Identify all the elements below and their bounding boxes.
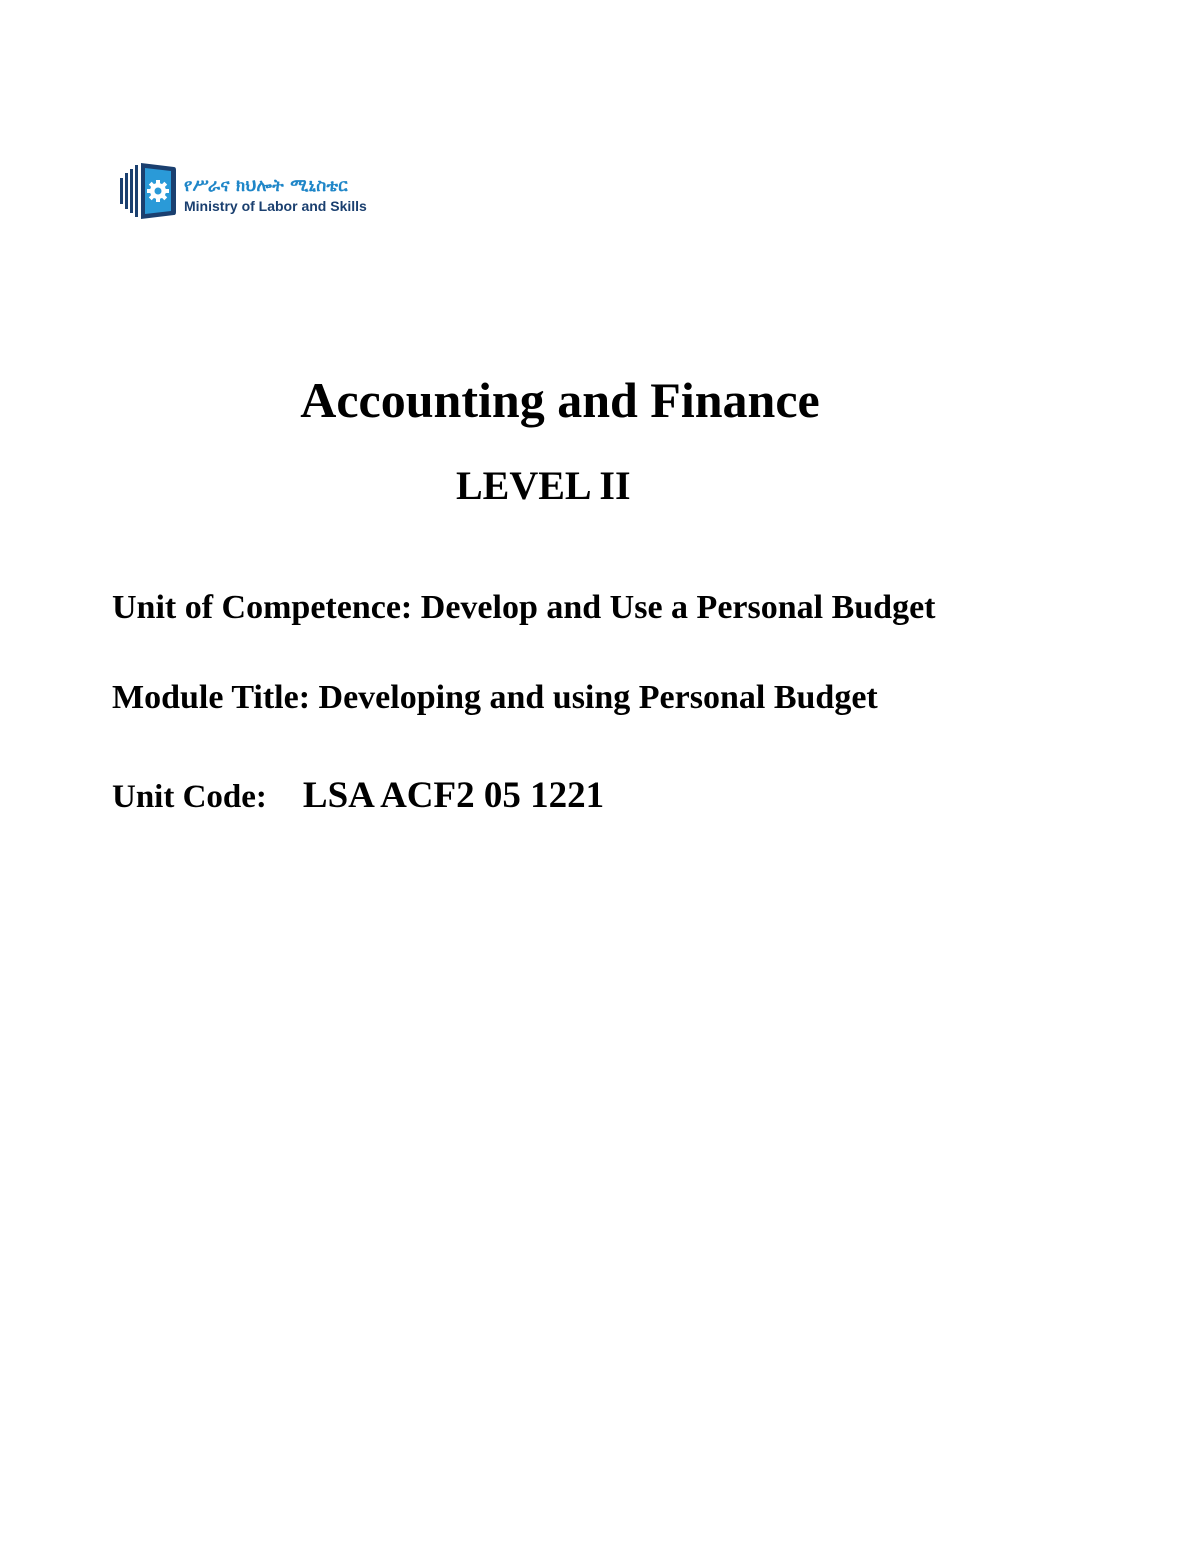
ministry-emblem-icon — [118, 160, 180, 222]
document-title: Accounting and Finance — [300, 372, 820, 428]
module-title — [112, 678, 878, 718]
module-title-value: Developing and using Personal Budget — [318, 679, 878, 716]
unit-code — [112, 776, 604, 817]
unit-of-competence — [112, 588, 936, 628]
document-level: LEVEL II — [456, 463, 631, 508]
unit-code-value: LSA ACF2 05 1221 — [302, 775, 605, 816]
unit-code-label: Unit Code: — [112, 779, 267, 815]
logo-english-name: Ministry of Labor and Skills — [184, 198, 367, 214]
ministry-logo — [118, 158, 378, 226]
logo-amharic-name: የሥራና ክህሎት ሚኒስቴር — [184, 176, 348, 196]
unit-of-competence-label: Unit of Competence: — [112, 589, 413, 626]
unit-of-competence-value: Develop and Use a Personal Budget — [420, 589, 936, 626]
module-title-label: Module Title: — [112, 679, 311, 716]
